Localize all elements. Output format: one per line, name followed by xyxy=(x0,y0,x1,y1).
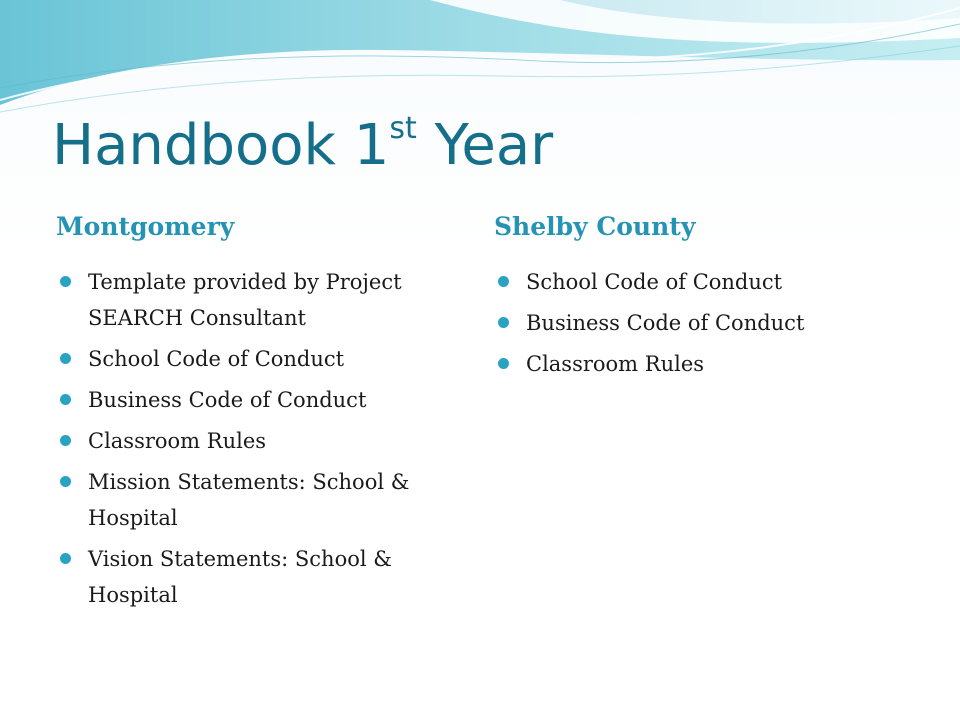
column-heading-shelby-county: Shelby County xyxy=(494,212,696,241)
list-item xyxy=(60,423,470,459)
list-item-text: School Code of Conduct xyxy=(526,270,783,294)
list-item-text: Business Code of Conduct xyxy=(526,311,805,335)
title-rest: Year xyxy=(416,113,554,178)
list-item-text: Mission Statements: School & Hospital xyxy=(88,470,410,530)
bullet-dot-icon xyxy=(60,476,71,487)
bullet-dot-icon xyxy=(60,553,71,564)
title-superscript: st xyxy=(389,111,417,146)
column-heading-montgomery: Montgomery xyxy=(56,212,235,241)
header-wave-decoration xyxy=(0,0,960,130)
list-item xyxy=(60,464,470,536)
list-item-text: Classroom Rules xyxy=(88,429,267,453)
list-item-text: Classroom Rules xyxy=(526,352,705,376)
list-item-text: Template provided by Project SEARCH Consultant xyxy=(88,270,402,330)
list-item xyxy=(60,341,470,377)
list-item xyxy=(498,305,918,341)
list-item-text: Business Code of Conduct xyxy=(88,388,367,412)
bullet-dot-icon xyxy=(60,276,71,287)
bullet-dot-icon xyxy=(60,394,71,405)
bullet-dot-icon xyxy=(60,435,71,446)
list-item-text: School Code of Conduct xyxy=(88,347,345,371)
list-item xyxy=(60,382,470,418)
bullet-dot-icon xyxy=(498,317,509,328)
montgomery-list xyxy=(60,264,470,618)
slide-title xyxy=(52,111,554,178)
bullet-dot-icon xyxy=(60,353,71,364)
title-main: Handbook 1 xyxy=(52,113,390,178)
bullet-dot-icon xyxy=(498,276,509,287)
bullet-dot-icon xyxy=(498,358,509,369)
shelby-county-list xyxy=(498,264,918,387)
list-item-text: Vision Statements: School & Hospital xyxy=(88,547,392,607)
list-item xyxy=(498,264,918,300)
list-item xyxy=(498,346,918,382)
list-item xyxy=(60,541,470,613)
list-item xyxy=(60,264,470,336)
